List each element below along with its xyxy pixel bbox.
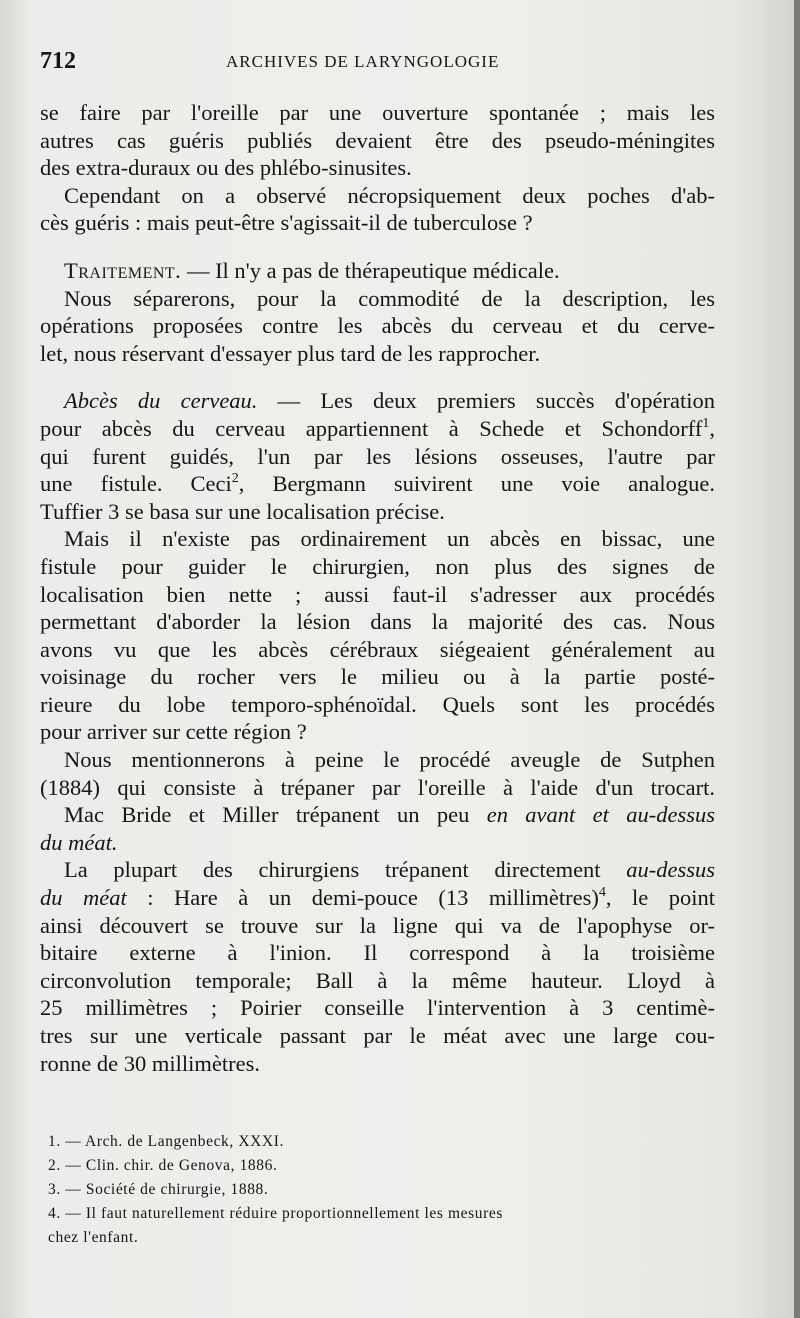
running-header: [40, 48, 720, 78]
text-line: tres sur une verticale passant par le méat avec une large cou-: [40, 1023, 715, 1048]
text-line: autres cas guéris publiés devaient être des pseudo-méningites: [40, 127, 715, 153]
footnotes: [48, 1130, 728, 1250]
paragraph-gap: [40, 237, 715, 257]
text-line: avons vu que les abcès cérébraux siégeaient généralement au: [40, 636, 715, 662]
footnote-ref: 2: [231, 471, 239, 487]
text-line: voisinage du rocher vers le milieu ou à la partie posté-: [40, 664, 715, 690]
footnote: chez l'enfant.: [48, 1229, 139, 1246]
text-line: cès guéris : mais peut-être s'agissait-il de tuberculose ?: [40, 210, 533, 236]
text-line: fistule pour guider le chirurgien, non plus des signes de: [40, 553, 715, 579]
footnote: 3. — Société de chirurgie, 1888.: [48, 1181, 269, 1198]
text-line: [40, 257, 715, 285]
text-line: Nous séparerons, pour la commodité de la description, les: [64, 285, 715, 311]
footnote: 2. — Clin. chir. de Genova, 1886.: [48, 1157, 278, 1174]
page-number: 712: [40, 48, 76, 74]
italic-run: en avant et au-dessus: [486, 802, 716, 828]
text-line: [40, 856, 715, 884]
text-line: [40, 387, 715, 415]
text-run: une fistule. Ceci: [40, 471, 232, 497]
text-line: (1884) qui consiste à trépaner par l'oreille à l'aide d'un trocart.: [40, 774, 715, 800]
text-line: bitaire externe à l'inion. Il correspond à la troisième: [40, 940, 715, 966]
running-title: ARCHIVES DE LARYNGOLOGIE: [226, 52, 500, 71]
footnote-ref: 1: [702, 415, 710, 431]
footnote: 4. — Il faut naturellement réduire proportionnellement les mesures: [48, 1205, 503, 1222]
text-line: rieure du lobe temporo-sphénoïdal. Quels sont les procédés: [40, 691, 715, 717]
text-line: ainsi découvert se trouve sur la ligne qui va de l'apophyse or-: [40, 912, 715, 938]
text-line: circonvolution temporale; Ball à la même hauteur. Lloyd à: [40, 967, 715, 993]
text-line: permettant d'aborder la lésion dans la majorité des cas. Nous: [40, 609, 715, 635]
italic-run: du méat.: [40, 829, 118, 855]
text-line: localisation bien nette ; aussi faut-il s'adresser aux procédés: [40, 581, 715, 607]
text-line: Tuffier 3 se basa sur une localisation précise.: [40, 498, 445, 524]
italic-run: du méat: [40, 885, 127, 911]
text-line: [40, 415, 715, 443]
text-line: se faire par l'oreille par une ouverture spontanée ; mais les: [40, 100, 715, 125]
text-line: [40, 801, 715, 829]
text-line: 25 millimètres ; Poirier conseille l'intervention à 3 centimè-: [40, 995, 715, 1021]
body-text: [40, 99, 715, 1077]
section-heading: Traitement.: [64, 257, 182, 283]
text-line: qui furent guidés, l'un par les lésions osseuses, l'autre par: [40, 443, 715, 469]
text-run: , le point: [605, 885, 715, 911]
page-edge: [794, 0, 800, 1318]
italic-run: au-dessus: [626, 857, 715, 883]
text-line: des extra-duraux ou des phlébo-sinusites.: [40, 155, 412, 181]
text-line: opérations proposées contre les abcès du cerveau et du cerve-: [40, 313, 715, 339]
text-run: Mac Bride et Miller trépanent un peu: [64, 802, 470, 828]
text-line: [40, 884, 715, 912]
text-line: Nous mentionnerons à peine le procédé aveugle de Sutphen: [64, 747, 715, 773]
text-line: ronne de 30 millimètres.: [40, 1050, 260, 1076]
footnote-ref: 4: [598, 885, 606, 901]
text-run: ,: [709, 415, 715, 441]
text-line: let, nous réservant d'essayer plus tard de les rapprocher.: [40, 340, 541, 366]
text-run: pour abcès du cerveau appartiennent à Schede et Schondorff: [40, 415, 703, 441]
text-run: , Bergmann suivirent une voie analogue.: [238, 471, 715, 497]
text-run: : Hare à un demi-pouce (13 millimètres): [147, 885, 599, 911]
text-line: [40, 470, 715, 498]
paragraph-gap: [40, 367, 715, 387]
text-run: La plupart des chirurgiens trépanent directement: [64, 857, 601, 883]
text-line: Mais il n'existe pas ordinairement un abcès en bissac, une: [64, 526, 715, 552]
section-heading: Abcès du cerveau.: [64, 388, 258, 414]
text-run: — Il n'y a pas de thérapeutique médicale.: [186, 257, 560, 283]
text-line: pour arriver sur cette région ?: [40, 719, 307, 745]
footnote: 1. — Arch. de Langenbeck, XXXI.: [48, 1133, 284, 1150]
text-line: [40, 829, 715, 857]
text-run: — Les deux premiers succès d'opération: [277, 388, 715, 414]
text-line: Cependant on a observé nécropsiquement deux poches d'ab-: [64, 182, 715, 208]
